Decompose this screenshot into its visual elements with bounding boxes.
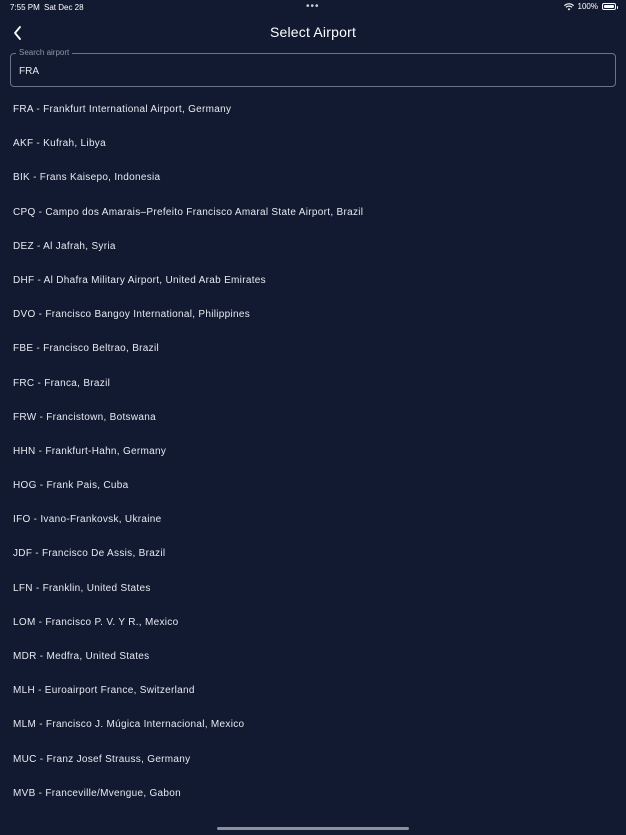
- status-bar: [0, 0, 626, 16]
- wifi-icon: [564, 3, 574, 11]
- battery-percentage: 100%: [577, 2, 598, 11]
- battery-icon: [602, 3, 616, 10]
- airport-result-item[interactable]: MLH - Euroairport France, Switzerland: [13, 685, 195, 697]
- airport-results-list: [0, 93, 626, 811]
- airport-result-item[interactable]: FRW - Francistown, Botswana: [13, 411, 156, 423]
- airport-result-item[interactable]: JDF - Francisco De Assis, Brazil: [13, 548, 166, 560]
- airport-result-item[interactable]: FRA - Frankfurt International Airport, Germany: [13, 104, 232, 115]
- airport-result-item[interactable]: IFO - Ivano-Frankovsk, Ukraine: [13, 514, 162, 526]
- airport-result-item[interactable]: BIK - Frans Kaisepo, Indonesia: [13, 172, 161, 184]
- airport-result-item[interactable]: LOM - Francisco P. V. Y R., Mexico: [13, 616, 179, 628]
- home-indicator[interactable]: [217, 827, 409, 830]
- airport-result-item[interactable]: DEZ - Al Jafrah, Syria: [13, 240, 116, 252]
- status-date: Sat Dec 28: [44, 3, 84, 12]
- search-input[interactable]: [19, 62, 599, 80]
- airport-result-item[interactable]: LFN - Franklin, United States: [13, 582, 151, 594]
- airport-result-item[interactable]: MVB - Franceville/Mvengue, Gabon: [13, 787, 182, 799]
- search-field[interactable]: [10, 48, 616, 87]
- airport-result-item[interactable]: DHF - Al Dhafra Military Airport, United Arab Emirates: [13, 274, 266, 286]
- status-time: 7:55 PM: [10, 3, 40, 12]
- status-indicators: [564, 2, 616, 11]
- airport-result-item[interactable]: MLM - Francisco J. Múgica Internacional, Mexico: [13, 719, 245, 731]
- page-title: Select Airport: [269, 24, 357, 40]
- airport-result-item[interactable]: DVO - Francisco Bangoy International, Philippines: [13, 309, 251, 321]
- airport-result-item[interactable]: HOG - Frank Pais, Cuba: [13, 480, 129, 492]
- airport-result-item[interactable]: MUC - Franz Josef Strauss, Germany: [13, 753, 191, 765]
- navigation-bar: [0, 18, 626, 48]
- airport-result-item[interactable]: AKF - Kufrah, Libya: [13, 138, 106, 150]
- multitasking-dots-icon[interactable]: •••: [306, 1, 320, 12]
- airport-result-item[interactable]: MDR - Medfra, United States: [13, 651, 150, 662]
- airport-result-item[interactable]: HHN - Frankfurt-Hahn, Germany: [13, 445, 167, 457]
- airport-result-item[interactable]: CPQ - Campo dos Amarais–Prefeito Francisco Amaral State Airport, Brazil: [13, 206, 364, 218]
- airport-result-item[interactable]: FRC - Franca, Brazil: [13, 377, 111, 389]
- airport-result-item[interactable]: FBE - Francisco Beltrao, Brazil: [13, 343, 160, 355]
- search-label: Search airport: [16, 48, 72, 57]
